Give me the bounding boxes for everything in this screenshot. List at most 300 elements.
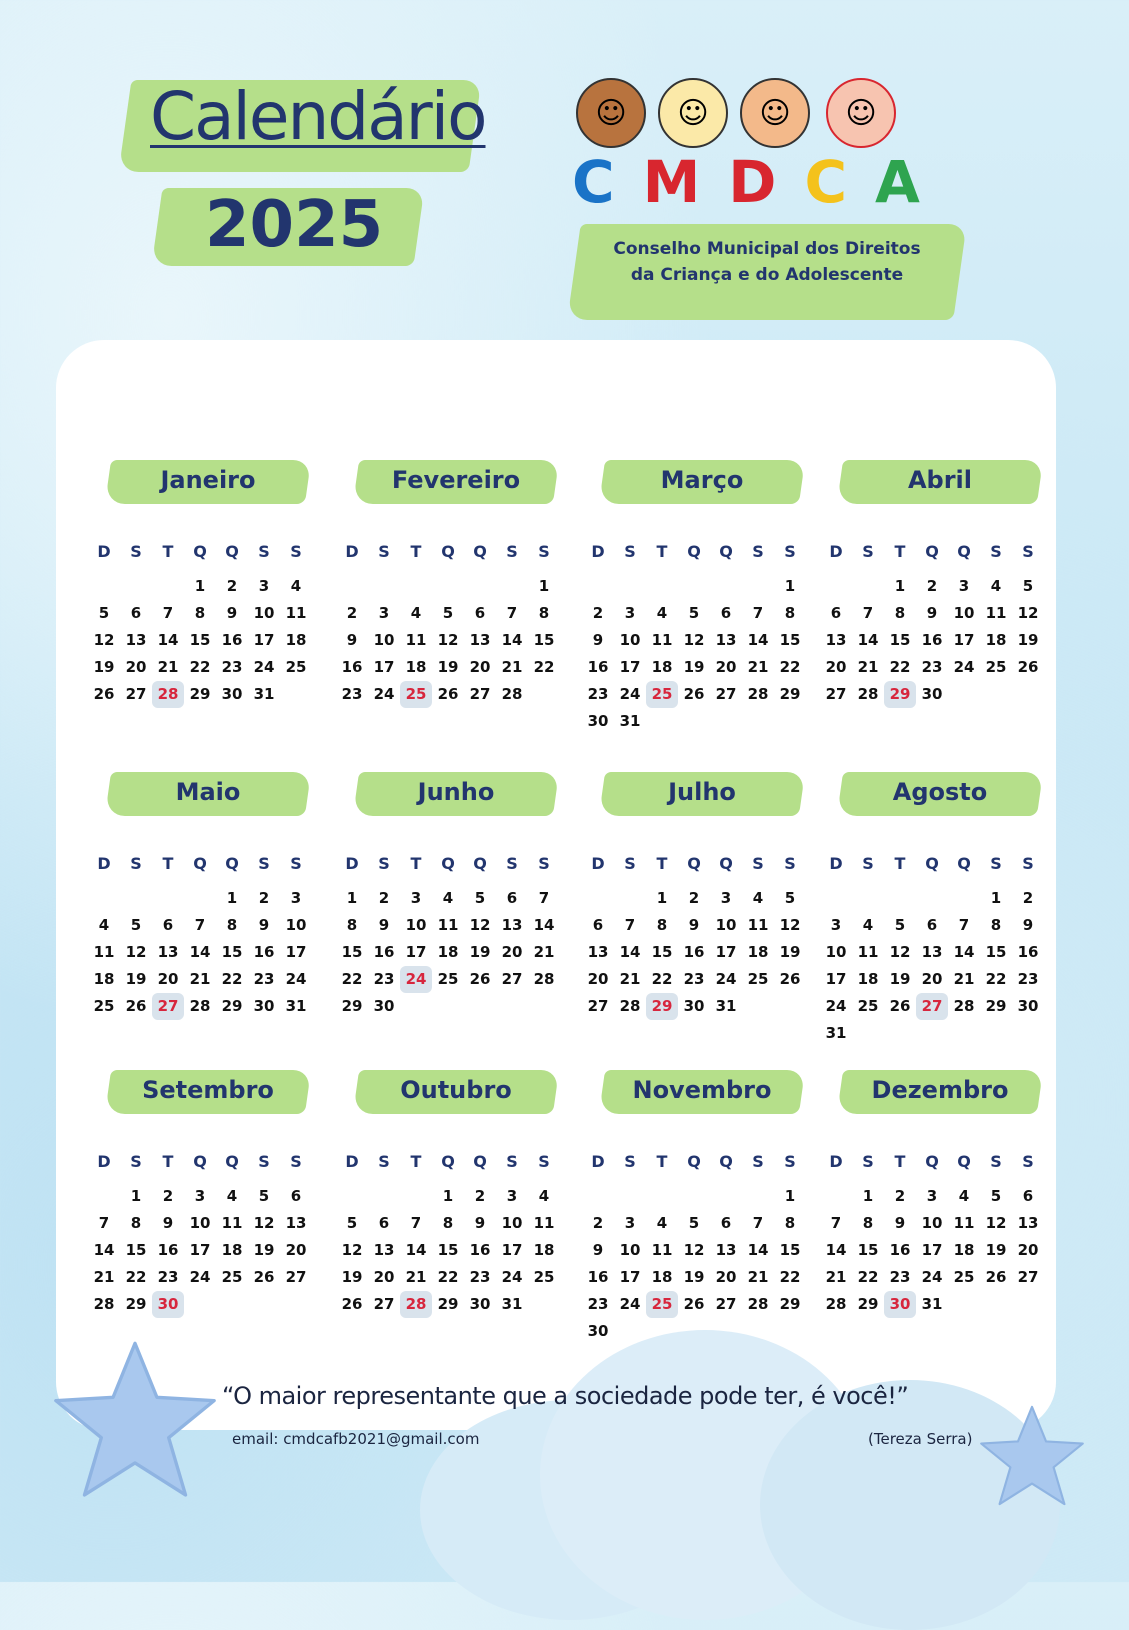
weekday-label: S [862,542,874,561]
empty-cell [88,885,120,912]
weekday-label: D [591,1152,605,1171]
weekday-label: T [656,854,668,873]
day-cell: 22 [889,658,911,676]
day-cell: 11 [533,1214,555,1232]
day-cell: 2 [926,577,938,595]
empty-cell [336,573,368,600]
logo-letter: M [642,148,701,216]
day-cell: 15 [857,1241,879,1259]
weekday-label: S [506,542,518,561]
day-cell: 26 [683,1295,705,1313]
weekday-label: Q [957,854,971,873]
day-cell: 20 [715,1268,737,1286]
day-cell: 10 [285,916,307,934]
month-name: Setembro [142,1076,274,1104]
day-cell: 8 [538,604,550,622]
empty-cell [614,1183,646,1210]
day-cell: 13 [921,943,943,961]
empty-cell [120,885,152,912]
day-cell: 9 [926,604,938,622]
empty-cell [120,573,152,600]
day-cell: 15 [533,631,555,649]
day-cell: 27 [825,685,847,703]
day-cell: 31 [715,997,737,1015]
child-face-icon: ☺ [740,78,810,148]
weekday-label: S [990,1152,1002,1171]
weekday-label: S [752,542,764,561]
day-cell: 11 [985,604,1007,622]
day-cell: 9 [226,604,238,622]
day-cell: 30 [469,1295,491,1313]
holiday-day: 28 [400,1291,432,1318]
day-cell: 18 [651,658,673,676]
day-cell: 31 [825,1024,847,1042]
day-cell: 24 [619,685,641,703]
day-cell: 18 [857,970,879,988]
day-cell: 14 [747,1241,769,1259]
day-cell: 3 [290,889,302,907]
day-cell: 11 [285,604,307,622]
day-cell: 31 [501,1295,523,1313]
empty-cell [368,1183,400,1210]
weekday-label: Q [441,1152,455,1171]
weekday-label: Q [687,1152,701,1171]
day-cell: 14 [157,631,179,649]
star-icon [50,1340,220,1500]
day-cell: 7 [506,604,518,622]
weekday-label: Q [473,854,487,873]
holiday-day: 28 [152,681,184,708]
day-cell: 5 [98,604,110,622]
child-face-icon: ☺ [826,78,896,148]
day-cell: 9 [258,916,270,934]
weekday-label: S [1022,542,1034,561]
day-cell: 16 [1017,943,1039,961]
day-cell: 19 [779,943,801,961]
day-cell: 23 [1017,970,1039,988]
day-cell: 5 [990,1187,1002,1205]
day-cell: 29 [221,997,243,1015]
weekday-label: S [130,1152,142,1171]
weekday-label: S [130,542,142,561]
month-name: Dezembro [871,1076,1009,1104]
weekday-label: Q [193,542,207,561]
weekday-label: S [784,1152,796,1171]
day-cell: 9 [1022,916,1034,934]
day-cell: 28 [533,970,555,988]
holiday-day: 30 [884,1291,916,1318]
child-face-icon: ☺ [658,78,728,148]
weekday-label: S [1022,1152,1034,1171]
holiday-day: 25 [400,681,432,708]
holiday-day: 30 [152,1291,184,1318]
day-cell: 17 [825,970,847,988]
weekday-label: D [829,542,843,561]
weekday-label: Q [687,542,701,561]
day-cell: 28 [825,1295,847,1313]
day-cell: 4 [226,1187,238,1205]
weekday-label: S [624,542,636,561]
day-cell: 15 [985,943,1007,961]
org-name-line2: da Criança e do Adolescente [630,265,904,285]
day-cell: 2 [592,604,604,622]
empty-cell [152,885,184,912]
empty-cell [852,573,884,600]
day-cell: 12 [779,916,801,934]
weekday-label: S [752,1152,764,1171]
day-cell: 6 [474,604,486,622]
weekday-label: D [591,854,605,873]
weekday-label: T [656,542,668,561]
day-cell: 11 [747,916,769,934]
weekday-label: Q [441,854,455,873]
day-cell: 24 [825,997,847,1015]
day-cell: 7 [194,916,206,934]
day-cell: 20 [501,943,523,961]
day-cell: 8 [226,916,238,934]
day-cell: 13 [715,1241,737,1259]
day-cell: 1 [194,577,206,595]
day-cell: 12 [683,631,705,649]
month-grid [820,538,1050,708]
day-cell: 26 [985,1268,1007,1286]
day-cell: 21 [825,1268,847,1286]
quote-author: (Tereza Serra) [868,1430,973,1448]
day-cell: 10 [189,1214,211,1232]
day-cell: 4 [656,1214,668,1232]
day-cell: 6 [290,1187,302,1205]
day-cell: 31 [619,712,641,730]
month-header [108,768,318,820]
day-cell: 23 [587,1295,609,1313]
day-cell: 6 [720,604,732,622]
day-cell: 1 [226,889,238,907]
month-calendar [820,1066,1050,1318]
day-cell: 28 [747,1295,769,1313]
star-icon [978,1404,1086,1508]
empty-cell [820,573,852,600]
month-header [840,1066,1050,1118]
day-cell: 24 [253,658,275,676]
day-cell: 23 [889,1268,911,1286]
day-cell: 23 [221,658,243,676]
day-cell: 14 [857,631,879,649]
day-cell: 27 [285,1268,307,1286]
weekday-label: S [290,542,302,561]
empty-cell [820,885,852,912]
page-title: Calendário [150,78,486,155]
weekday-label: Q [473,1152,487,1171]
holiday-day: 25 [646,1291,678,1318]
day-cell: 17 [619,1268,641,1286]
weekday-label: Q [225,542,239,561]
day-cell: 8 [346,916,358,934]
day-cell: 10 [825,943,847,961]
empty-cell [820,1183,852,1210]
day-cell: 11 [651,1241,673,1259]
month-grid [820,850,1050,1047]
day-cell: 13 [157,943,179,961]
weekday-label: D [97,542,111,561]
day-cell: 3 [194,1187,206,1205]
day-cell: 19 [889,970,911,988]
day-cell: 25 [747,970,769,988]
month-calendar [336,768,566,1020]
month-grid [88,850,318,1020]
empty-cell [916,885,948,912]
day-cell: 22 [533,658,555,676]
empty-cell [646,1183,678,1210]
day-cell: 9 [688,916,700,934]
month-grid [582,538,812,735]
day-cell: 26 [341,1295,363,1313]
day-cell: 30 [373,997,395,1015]
day-cell: 17 [253,631,275,649]
day-cell: 19 [469,943,491,961]
day-cell: 1 [894,577,906,595]
contact-email: email: cmdcafb2021@gmail.com [232,1430,480,1448]
day-cell: 15 [779,631,801,649]
holiday-day: 25 [646,681,678,708]
empty-cell [464,573,496,600]
empty-cell [742,573,774,600]
day-cell: 24 [373,685,395,703]
logo-letter: C [572,148,615,216]
weekday-label: S [784,854,796,873]
day-cell: 8 [784,604,796,622]
day-cell: 15 [779,1241,801,1259]
day-cell: 14 [747,631,769,649]
day-cell: 22 [189,658,211,676]
month-grid [336,1148,566,1318]
day-cell: 2 [894,1187,906,1205]
day-cell: 10 [921,1214,943,1232]
day-cell: 25 [93,997,115,1015]
day-cell: 12 [889,943,911,961]
day-cell: 3 [926,1187,938,1205]
month-calendar [88,768,318,1020]
day-cell: 14 [501,631,523,649]
day-cell: 8 [442,1214,454,1232]
day-cell: 23 [587,685,609,703]
day-cell: 16 [683,943,705,961]
day-cell: 18 [405,658,427,676]
day-cell: 6 [130,604,142,622]
day-cell: 21 [747,658,769,676]
day-cell: 16 [221,631,243,649]
weekday-label: Q [225,854,239,873]
day-cell: 7 [752,1214,764,1232]
weekday-label: S [258,854,270,873]
day-cell: 7 [862,604,874,622]
holiday-day: 29 [884,681,916,708]
weekday-label: S [752,854,764,873]
day-cell: 19 [683,658,705,676]
day-cell: 22 [985,970,1007,988]
day-cell: 26 [1017,658,1039,676]
day-cell: 20 [157,970,179,988]
weekday-label: T [894,1152,906,1171]
day-cell: 12 [683,1241,705,1259]
day-cell: 17 [285,943,307,961]
day-cell: 26 [125,997,147,1015]
day-cell: 8 [194,604,206,622]
weekday-label: Q [441,542,455,561]
weekday-label: T [162,1152,174,1171]
day-cell: 20 [469,658,491,676]
day-cell: 26 [683,685,705,703]
empty-cell [582,573,614,600]
empty-cell [582,1183,614,1210]
empty-cell [400,1183,432,1210]
day-cell: 22 [125,1268,147,1286]
month-grid [336,538,566,708]
day-cell: 31 [253,685,275,703]
day-cell: 28 [747,685,769,703]
day-cell: 1 [990,889,1002,907]
day-cell: 30 [1017,997,1039,1015]
day-cell: 13 [373,1241,395,1259]
day-cell: 22 [341,970,363,988]
month-name: Outubro [400,1076,512,1104]
month-calendar [336,456,566,708]
day-cell: 26 [253,1268,275,1286]
day-cell: 28 [93,1295,115,1313]
day-cell: 8 [656,916,668,934]
empty-cell [432,573,464,600]
day-cell: 13 [587,943,609,961]
weekday-label: S [538,542,550,561]
day-cell: 26 [779,970,801,988]
day-cell: 20 [285,1241,307,1259]
holiday-day: 27 [152,993,184,1020]
day-cell: 30 [253,997,275,1015]
day-cell: 29 [779,685,801,703]
weekday-label: Q [957,1152,971,1171]
day-cell: 23 [253,970,275,988]
day-cell: 5 [688,604,700,622]
day-cell: 12 [469,916,491,934]
day-cell: 5 [784,889,796,907]
day-cell: 7 [538,889,550,907]
day-cell: 17 [405,943,427,961]
weekday-label: T [656,1152,668,1171]
month-header [356,768,566,820]
day-cell: 2 [592,1214,604,1232]
day-cell: 8 [862,1214,874,1232]
weekday-label: S [290,1152,302,1171]
day-cell: 12 [1017,604,1039,622]
day-cell: 27 [125,685,147,703]
weekday-label: D [345,542,359,561]
weekday-label: S [990,542,1002,561]
weekday-label: S [378,1152,390,1171]
day-cell: 31 [285,997,307,1015]
month-name: Março [660,466,744,494]
weekday-label: D [591,542,605,561]
day-cell: 29 [189,685,211,703]
day-cell: 13 [469,631,491,649]
day-cell: 8 [894,604,906,622]
day-cell: 9 [894,1214,906,1232]
empty-cell [88,1183,120,1210]
day-cell: 25 [221,1268,243,1286]
weekday-label: S [624,1152,636,1171]
day-cell: 23 [683,970,705,988]
day-cell: 27 [373,1295,395,1313]
day-cell: 19 [437,658,459,676]
month-calendar [820,768,1050,1047]
day-cell: 17 [373,658,395,676]
day-cell: 1 [442,1187,454,1205]
day-cell: 11 [857,943,879,961]
day-cell: 30 [683,997,705,1015]
day-cell: 14 [93,1241,115,1259]
month-name: Janeiro [160,466,256,494]
day-cell: 21 [157,658,179,676]
day-cell: 17 [953,631,975,649]
day-cell: 6 [830,604,842,622]
day-cell: 8 [990,916,1002,934]
month-grid [582,850,812,1020]
day-cell: 18 [437,943,459,961]
day-cell: 11 [93,943,115,961]
empty-cell [184,885,216,912]
day-cell: 13 [125,631,147,649]
day-cell: 22 [857,1268,879,1286]
day-cell: 9 [346,631,358,649]
day-cell: 16 [373,943,395,961]
month-header [356,1066,566,1118]
day-cell: 30 [221,685,243,703]
empty-cell [152,573,184,600]
year-label: 2025 [205,188,384,262]
day-cell: 6 [378,1214,390,1232]
month-header [840,768,1050,820]
day-cell: 9 [378,916,390,934]
day-cell: 26 [469,970,491,988]
day-cell: 18 [953,1241,975,1259]
day-cell: 10 [619,1241,641,1259]
day-cell: 24 [189,1268,211,1286]
month-name: Maio [175,778,241,806]
day-cell: 22 [651,970,673,988]
day-cell: 9 [592,1241,604,1259]
day-cell: 16 [157,1241,179,1259]
day-cell: 28 [857,685,879,703]
weekday-label: Q [193,1152,207,1171]
day-cell: 11 [437,916,459,934]
day-cell: 12 [985,1214,1007,1232]
weekday-label: S [862,1152,874,1171]
weekday-label: Q [719,542,733,561]
month-grid [820,1148,1050,1318]
day-cell: 15 [889,631,911,649]
day-cell: 17 [619,658,641,676]
day-cell: 11 [405,631,427,649]
empty-cell [400,573,432,600]
empty-cell [948,885,980,912]
day-cell: 23 [469,1268,491,1286]
month-calendar [582,768,812,1020]
day-cell: 8 [130,1214,142,1232]
month-calendar [582,456,812,735]
day-cell: 6 [926,916,938,934]
day-cell: 18 [651,1268,673,1286]
day-cell: 3 [830,916,842,934]
day-cell: 13 [715,631,737,649]
month-name: Fevereiro [391,466,521,494]
